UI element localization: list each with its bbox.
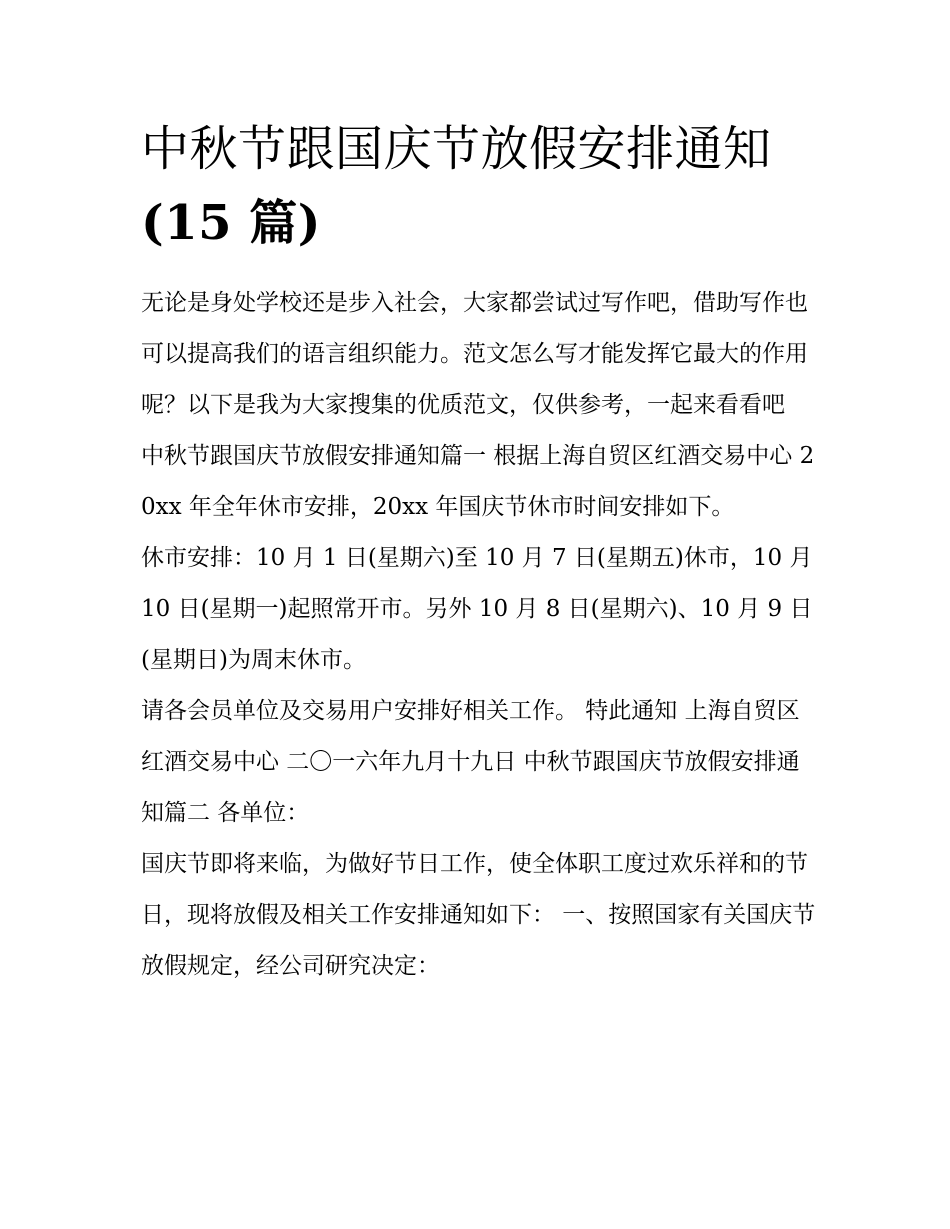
title-count: (15 篇) xyxy=(141,195,321,251)
paragraph-notice-signoff: 请各会员单位及交易用户安排好相关工作。 特此通知 上海自贸区红酒交易中心 二〇一六年九月十九日 中秋节跟国庆节放假安排通知篇二 各单位： xyxy=(141,698,800,826)
document-title xyxy=(141,112,820,260)
paragraph-notice-one: 中秋节跟国庆节放假安排通知篇一 根据上海自贸区红酒交易中心 20xx 年全年休市安排，20xx 年国庆节休市时间安排如下。 xyxy=(141,443,815,520)
paragraph-notice-two: 国庆节即将来临，为做好节日工作，使全体职工度过欢乐祥和的节日，现将放假及相关工作安排通知如下： 一、按照国家有关国庆节放假规定，经公司研究决定： xyxy=(141,851,816,979)
title-main: 中秋节跟国庆节放假安排通知 xyxy=(141,121,772,177)
paragraph-intro: 无论是身处学校还是步入社会，大家都尝试过写作吧，借助写作也可以提高我们的语言组织能力。范文怎么写才能发挥它最大的作用呢？以下是我为大家搜集的优质范文，仅供参考，一起来看看吧 xyxy=(141,290,808,418)
document-body xyxy=(141,278,820,992)
paragraph-closing-schedule: 休市安排：10 月 1 日(星期六)至 10 月 7 日(星期五)休市，10 月 10 日(星期一)起照常开市。另外 10 月 8 日(星期六)、10 月 9 日(星期日)为周末休市。 xyxy=(141,545,813,673)
